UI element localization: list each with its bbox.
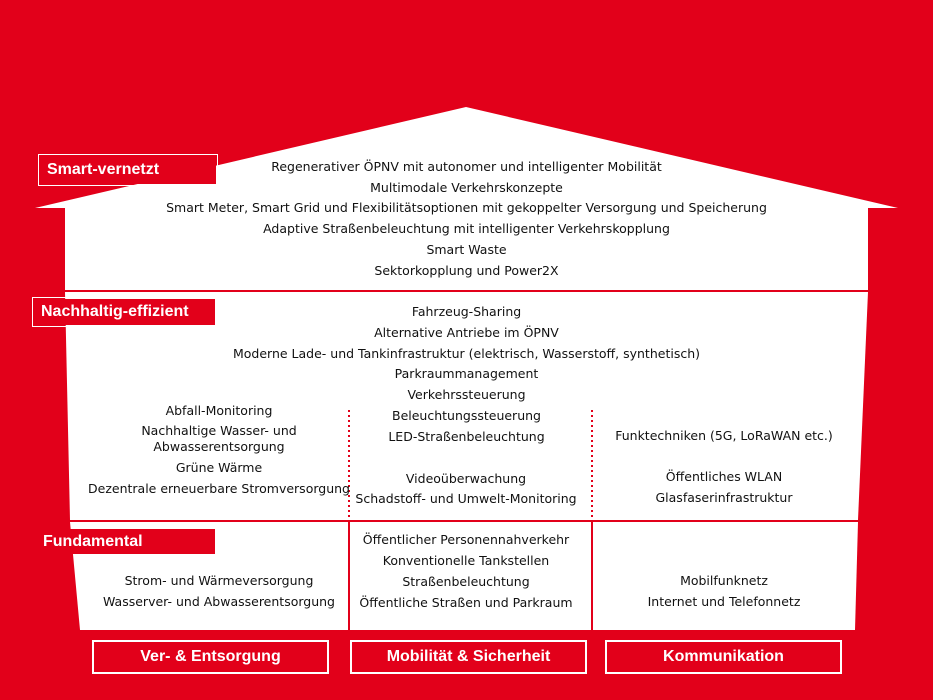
smart-item: Regenerativer ÖPNV mit autonomer und intelligenter Mobilität [271, 159, 662, 174]
pillar-ver-entsorgung: Ver- & Entsorgung [92, 640, 329, 674]
smart-item: Adaptive Straßenbeleuchtung mit intelligenter Verkehrskopplung [263, 221, 670, 236]
tag-nachhaltig-effizient: Nachhaltig-effizient [34, 299, 215, 325]
list-item: Schadstoff- und Umwelt-Monitoring [355, 491, 577, 506]
list-item: Funktechniken (5G, LoRaWAN etc.) [615, 428, 833, 443]
tag-fundamental: Fundamental [36, 529, 215, 554]
smart-item: Smart Meter, Smart Grid und Flexibilitätsoptionen mit gekoppelter Versorgung und Speicherung [166, 200, 767, 215]
list-item: Mobilfunknetz [680, 573, 768, 588]
list-item: Videoüberwachung [405, 471, 527, 486]
nachhaltig-item: LED-Straßenbeleuchtung [388, 429, 545, 444]
list-item: Strom- und Wärmeversorgung [124, 573, 314, 588]
smart-item: Sektorkopplung und Power2X [374, 263, 559, 278]
list-item: Dezentrale erneuerbare Stromversorgung [88, 481, 350, 496]
nachhaltig-item: Fahrzeug-Sharing [411, 304, 522, 319]
list-item: Öffentliches WLAN [665, 469, 783, 484]
list-item: Nachhaltige Wasser- und [141, 423, 297, 438]
pillar-mobilitaet-sicherheit: Mobilität & Sicherheit [350, 640, 587, 674]
nachhaltig-item: Beleuchtungssteuerung [392, 408, 541, 423]
list-item: Abwasserentsorgung [153, 439, 285, 454]
nachhaltig-item: Verkehrssteuerung [407, 387, 526, 402]
list-item: Grüne Wärme [175, 460, 263, 475]
tag-smart-vernetzt: Smart-vernetzt [40, 156, 216, 184]
list-item: Abfall-Monitoring [165, 403, 273, 418]
list-item: Glasfaserinfrastruktur [655, 490, 793, 505]
list-item: Straßenbeleuchtung [402, 574, 530, 589]
list-item: Öffentliche Straßen und Parkraum [359, 595, 573, 610]
list-item: Konventionelle Tankstellen [382, 553, 550, 568]
list-item: Internet und Telefonnetz [647, 594, 801, 609]
smart-item: Smart Waste [426, 242, 507, 257]
nachhaltig-item: Parkraummanagement [394, 366, 539, 381]
smart-item: Multimodale Verkehrskonzepte [370, 180, 563, 195]
nachhaltig-item: Alternative Antriebe im ÖPNV [374, 325, 559, 340]
list-item: Öffentlicher Personennahverkehr [362, 532, 570, 547]
list-item: Wasserver- und Abwasserentsorgung [103, 594, 335, 609]
pillar-kommunikation: Kommunikation [605, 640, 842, 674]
nachhaltig-item: Moderne Lade- und Tankinfrastruktur (elektrisch, Wasserstoff, synthetisch) [232, 346, 701, 361]
